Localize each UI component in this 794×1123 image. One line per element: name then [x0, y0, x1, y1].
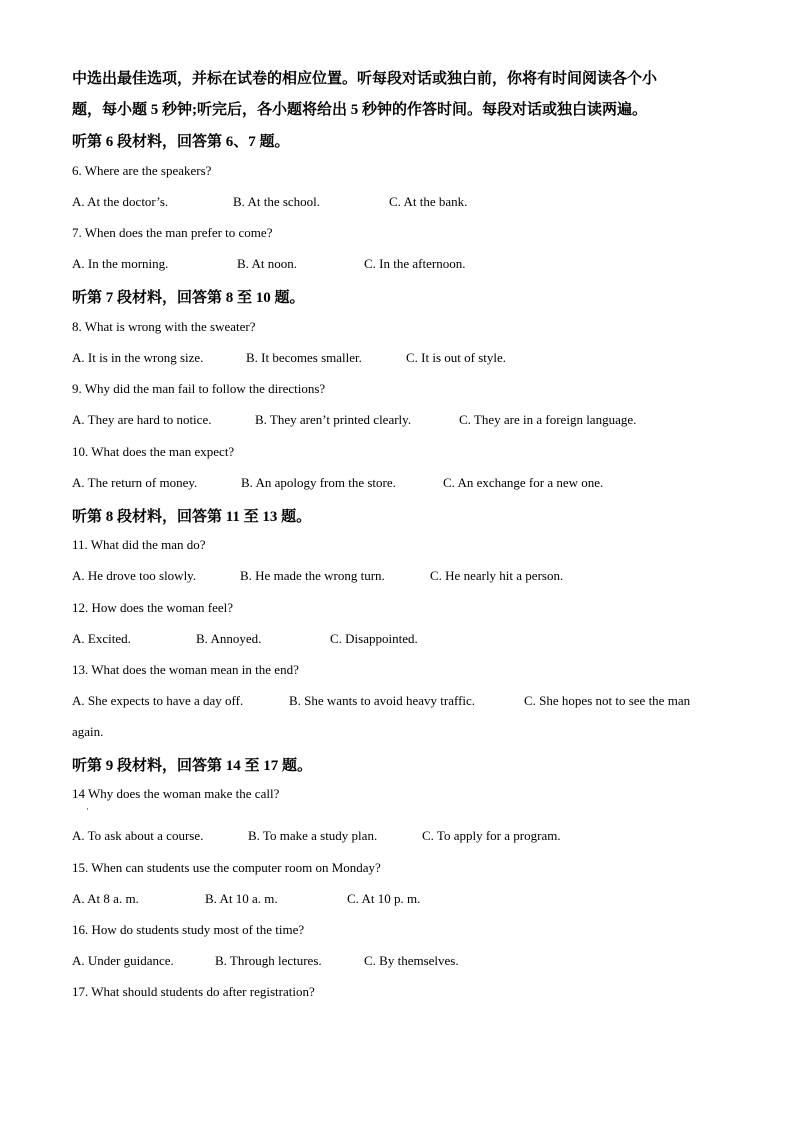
- option-b: B. At noon.: [237, 256, 297, 271]
- option-c: C. Disappointed.: [330, 631, 418, 646]
- option-c: C. By themselves.: [364, 953, 459, 968]
- section-heading: 听第 9 段材料，回答第 14 至 17 题。: [72, 758, 313, 774]
- option-c: C. In the afternoon.: [364, 256, 466, 271]
- option-b: B. Through lectures.: [215, 953, 322, 968]
- question-stem: 17. What should students do after registration?: [72, 984, 315, 999]
- option-b: B. He made the wrong turn.: [240, 568, 385, 583]
- instructions-line-1: 中选出最佳选项，并标在试卷的相应位置。听每段对话或独白前，你将有时间阅读各个小: [72, 71, 658, 87]
- option-c: C. An exchange for a new one.: [443, 475, 604, 490]
- question-stem: 6. Where are the speakers?: [72, 163, 212, 178]
- question-stem: 14 Why does the woman make the call?: [72, 786, 280, 801]
- question-stem: 9. Why did the man fail to follow the directions?: [72, 381, 326, 396]
- section-heading: 听第 8 段材料，回答第 11 至 13 题。: [72, 509, 312, 525]
- question-stem: 13. What does the woman mean in the end?: [72, 662, 299, 677]
- option-a: A. It is in the wrong size.: [72, 350, 204, 365]
- option-c: C. He nearly hit a person.: [430, 568, 564, 583]
- option-c: C. To apply for a program.: [422, 828, 561, 843]
- option-b: B. At the school.: [233, 194, 321, 209]
- question-stem: 16. How do students study most of the time?: [72, 922, 305, 937]
- option-c: C. At 10 p. m.: [347, 891, 421, 906]
- option-a: A. Excited.: [72, 631, 131, 646]
- question-stem: 8. What is wrong with the sweater?: [72, 319, 256, 334]
- option-a: A. In the morning.: [72, 256, 169, 271]
- option-b: B. An apology from the store.: [241, 475, 396, 490]
- option-a: A. To ask about a course.: [72, 828, 204, 843]
- option-b: B. They aren’t printed clearly.: [255, 412, 412, 427]
- option-c: C. She hopes not to see the man: [524, 693, 691, 708]
- option-b: B. She wants to avoid heavy traffic.: [289, 693, 476, 708]
- option-c: C. It is out of style.: [406, 350, 507, 365]
- question-stem: 10. What does the man expect?: [72, 444, 235, 459]
- option-b: B. Annoyed.: [196, 631, 262, 646]
- option-b: B. To make a study plan.: [248, 828, 378, 843]
- instructions-line-2: 题，每小题 5 秒钟;听完后，各小题将给出 5 秒钟的作答时间。每段对话或独白读两遍。: [72, 102, 647, 118]
- option-a: A. He drove too slowly.: [72, 568, 197, 583]
- option-b: B. It becomes smaller.: [246, 350, 362, 365]
- question-stem: 15. When can students use the computer room on Monday?: [72, 860, 381, 875]
- question-stem: 12. How does the woman feel?: [72, 600, 234, 615]
- option-a: A. The return of money.: [72, 475, 198, 490]
- instructions-paragraph: [72, 64, 722, 126]
- option-continuation: again.: [72, 724, 104, 739]
- section-heading: 听第 7 段材料，回答第 8 至 10 题。: [72, 290, 305, 306]
- option-a: A. She expects to have a day off.: [72, 693, 244, 708]
- question-stem: 7. When does the man prefer to come?: [72, 225, 273, 240]
- option-b: B. At 10 a. m.: [205, 891, 278, 906]
- option-a: A. They are hard to notice.: [72, 412, 212, 427]
- option-c: C. At the bank.: [389, 194, 468, 209]
- stray-dot-mark: ·: [86, 804, 89, 814]
- option-a: A. At the doctor’s.: [72, 194, 169, 209]
- option-c: C. They are in a foreign language.: [459, 412, 637, 427]
- option-a: A. At 8 a. m.: [72, 891, 139, 906]
- section-heading: 听第 6 段材料，回答第 6、7 题。: [72, 134, 290, 150]
- option-a: A. Under guidance.: [72, 953, 174, 968]
- question-stem: 11. What did the man do?: [72, 537, 206, 552]
